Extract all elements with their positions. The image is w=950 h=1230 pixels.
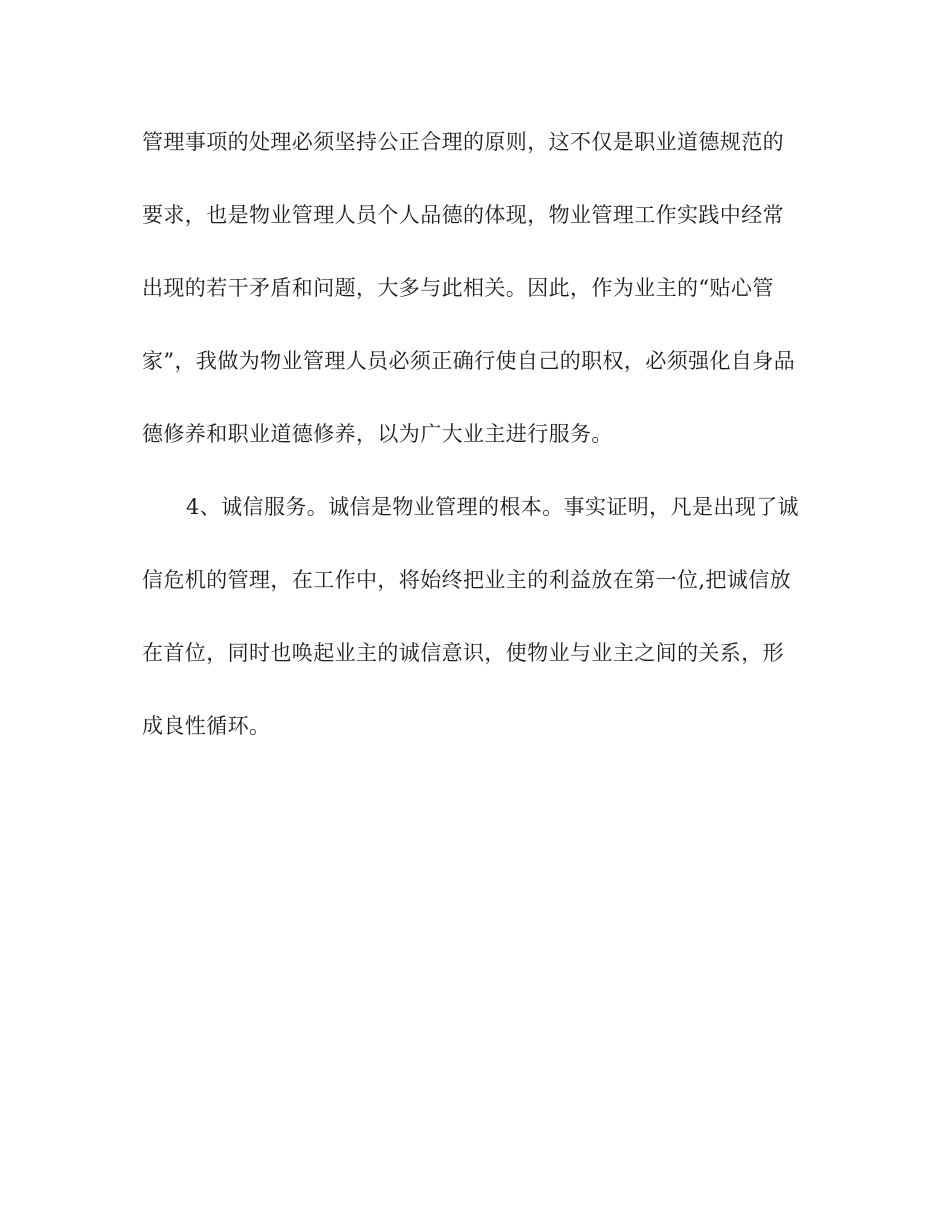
paragraph-1-line-5: 德修养和职业道德修养，以为广大业主进行服务。 [142, 422, 613, 446]
paragraph-2-line-3: 在首位，同时也唤起业主的诚信意识，使物业与业主之间的关系，形 [142, 641, 784, 665]
paragraph-1-line-1: 管理事项的处理必须坚持公正合理的原则，这不仅是职业道德规范的 [142, 130, 784, 154]
paragraph-1-line-2: 要求，也是物业管理人员个人品德的体现，物业管理工作实践中经常 [142, 203, 784, 227]
paragraph-1-line-3: 出现的若干矛盾和问题，大多与此相关。因此，作为业主的“贴心管 [142, 276, 774, 300]
paragraph-2-line-4: 成良性循环。 [142, 714, 271, 738]
paragraph-2-line-2: 信危机的管理，在工作中，将始终把业主的利益放在第一位,把诚信放 [142, 568, 792, 592]
paragraph-1-line-4: 家”，我做为物业管理人员必须正确行使自己的职权，必须强化自身品 [142, 349, 796, 373]
paragraph-2-line-1: 4、诚信服务。诚信是物业管理的根本。事实证明，凡是出现了诚 [186, 495, 799, 519]
